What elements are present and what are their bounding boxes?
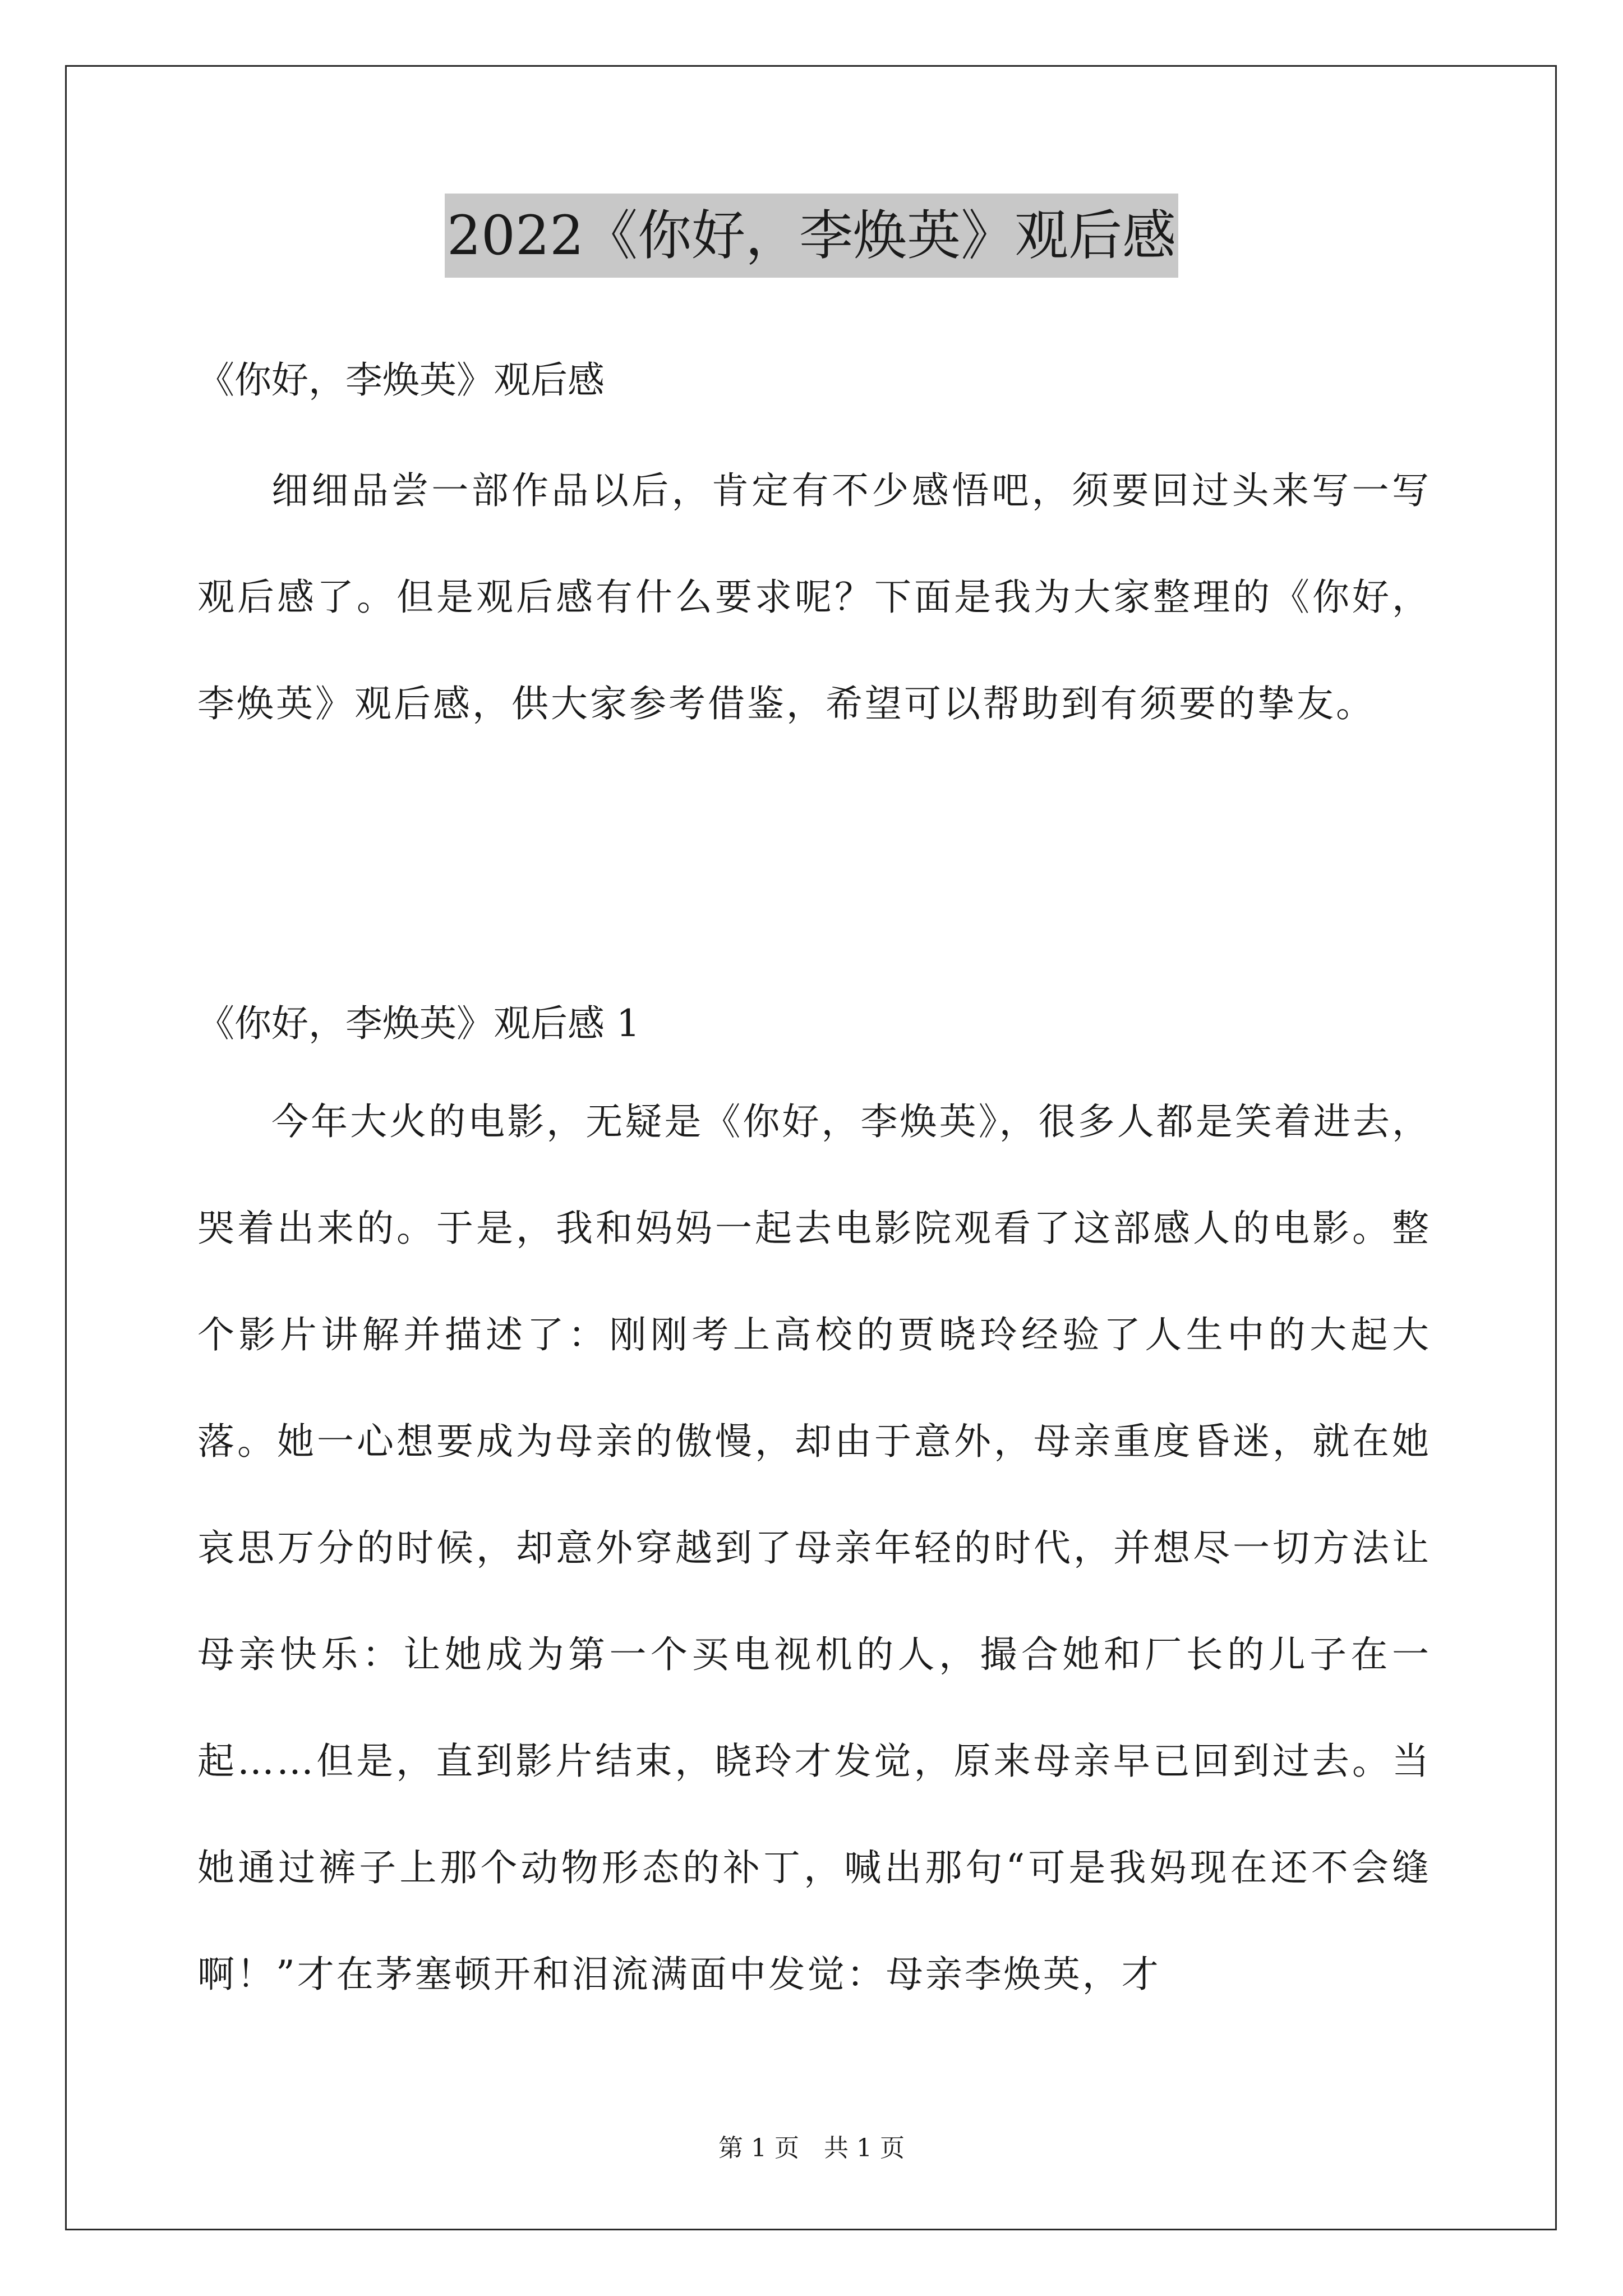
section-paragraph: 今年大火的电影，无疑是《你好，李焕英》，很多人都是笑着进去，哭着出来的。于是，我和妈妈一起去电影院观看了这部感人的电影。整个影片讲解并描述了：刚刚考上高校的贾晓玲经验了人生中的大起大落。她一心想要成为母亲的傲慢，却由于意外，母亲重度昏迷，就在她哀思万分的时候，却意外穿越到了母亲年轻的时代，并想尽一切方法让母亲快乐：让她成为第一个买电视机的人，撮合她和厂长的儿子在一起……但是，直到影片结束，晓玲才发觉，原来母亲早已回到过去。当她通过裤子上那个动物形态的补丁，喊出那句“可是我妈现在还不会缝啊！”才在茅塞顿开和泪流满面中发觉：母亲李焕英，才 bbox=[197, 1100, 1431, 1996]
document-title bbox=[0, 194, 1623, 278]
intro-paragraph: 细细品尝一部作品以后，肯定有不少感悟吧，须要回过头来写一写观后感了。但是观后感有什么要求呢？下面是我为大家整理的《你好，李焕英》观后感，供大家参考借鉴，希望可以帮助到有须要的挚友。 bbox=[197, 469, 1431, 725]
document-subtitle: 《你好，李焕英》观后感 bbox=[197, 358, 605, 402]
page-footer: 第 1 页 共 1 页 bbox=[718, 2134, 905, 2162]
document-title-text: 2022《你好，李焕英》观后感 bbox=[445, 194, 1178, 278]
section-heading: 《你好，李焕英》观后感 1 bbox=[197, 1002, 640, 1045]
